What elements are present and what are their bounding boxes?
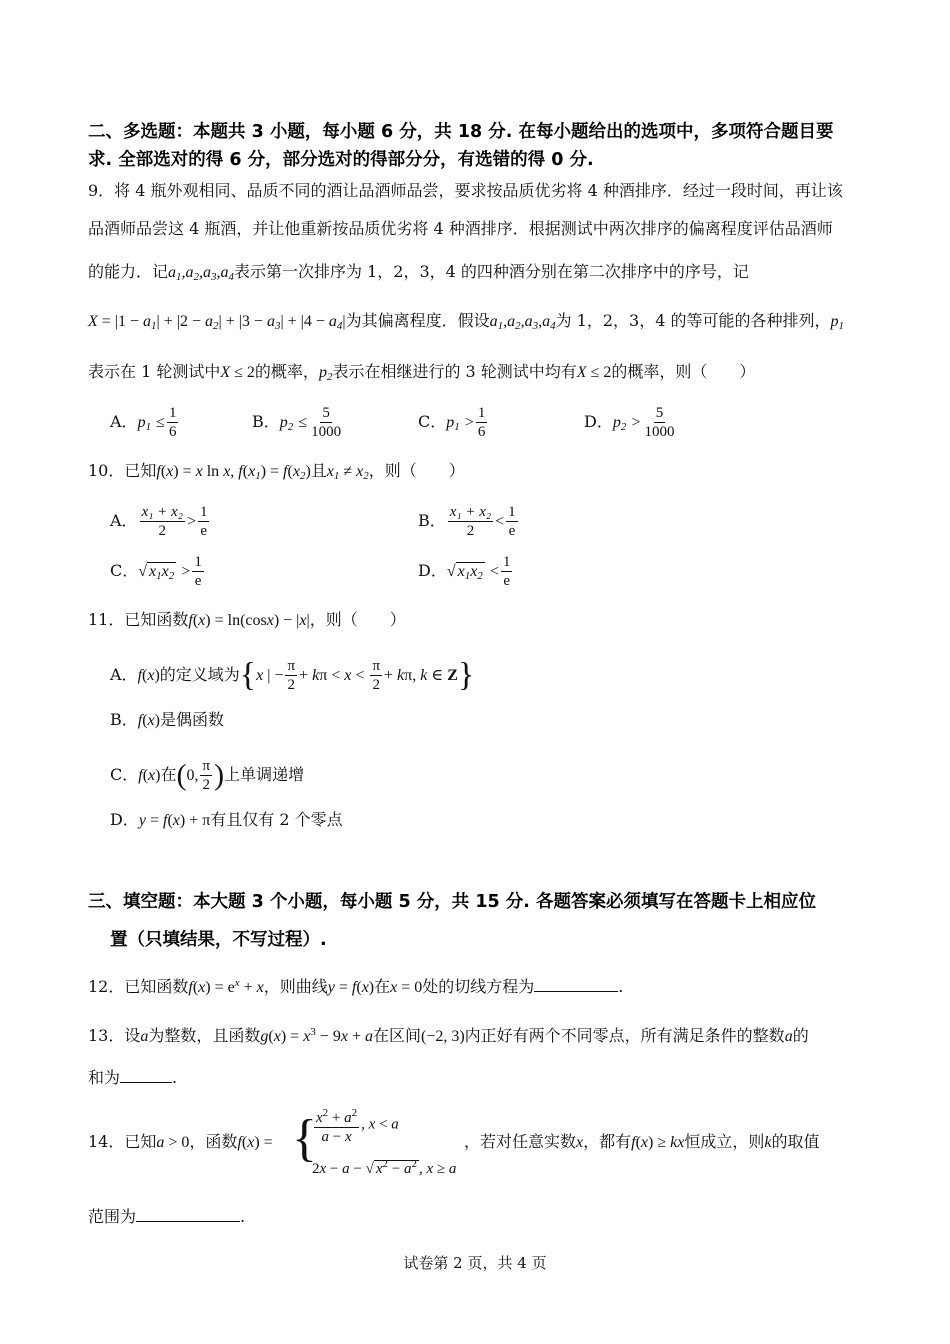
q9-option-b: B．$p_2$ ≤ $\frac{5}{1000}$ xyxy=(252,405,342,440)
q10-option-d-label: D． xyxy=(418,561,447,580)
q9-option-a: A．$p_1$ ≤ $\frac{1}{6}$ xyxy=(110,405,177,440)
fraction: $\frac{\pi}{2}$ xyxy=(287,658,296,693)
fraction: $\frac{1}{6}$ xyxy=(477,405,486,440)
q9-p1-symbol: $p_1$ xyxy=(830,313,845,332)
page-footer: 试卷第 2 页，共 4 页 xyxy=(403,1254,547,1272)
fraction: $\frac{1}{e}$ xyxy=(199,504,208,539)
q9-x-definition: $X = |1 - a_1| + |2 - a_2| + |3 - a_3| + |4 - a_4|$ xyxy=(88,313,346,332)
q9-condition: X ≤ 2 xyxy=(220,364,255,381)
q10-option-a: A． $\frac{\text{x₁ + x₂}}{2}$ > $\frac{1}{e}$ xyxy=(110,504,208,539)
q10-option-a-label: A． xyxy=(110,511,138,530)
q11-option-c: C．f(x)在(0, $\frac{\pi}{2}$ )上单调递增 xyxy=(110,758,305,793)
q9-option-d: D．$p_2$ > $\frac{5}{1000}$ xyxy=(584,405,675,440)
q12-stem: 12．已知函数$f(x) = e^x + x$，则曲线y = f(x)在x = 0处的切线方程为 . xyxy=(88,977,624,996)
q9-option-c: C．$p_1$ > $\frac{1}{6}$ xyxy=(418,405,486,440)
q10-option-c-label: C． xyxy=(110,561,139,580)
q9-condition-2: X ≤ 2 xyxy=(576,364,612,381)
q11-option-c-label: C． xyxy=(110,765,139,784)
q10-stem-text-c: ，则（ ） xyxy=(368,461,465,480)
q9-line5-text-b: 的概率， xyxy=(254,362,319,381)
fraction: $\frac{1}{e}$ xyxy=(502,554,511,589)
q11-option-d-label: D． xyxy=(110,810,139,829)
q9-line5-text-a: 表示在 1 轮测试中 xyxy=(88,362,221,381)
q9-line4-text-b: 为其偏离程度．假设 xyxy=(345,311,490,330)
section2-heading-line2: 求. 全部选对的得 6 分，部分选对的得部分分，有选错的得 0 分. xyxy=(88,150,594,170)
q11-function: f(x) = ln(cosx) − |x| xyxy=(188,612,310,629)
q9-line1: 9．将 4 瓶外观相同、品质不同的酒让品酒师品尝，要求按品质优劣将 4 种酒排序．经过一段时间，再让该 xyxy=(88,181,843,200)
q9-line5 xyxy=(88,361,868,388)
q10-option-d: D．√ $x_1x_2$ < $\frac{1}{e}$ xyxy=(418,554,511,589)
q14-line2: 范围为 . xyxy=(88,1207,246,1226)
answer-blank[interactable] xyxy=(534,975,618,992)
q10-stem xyxy=(88,460,868,487)
answer-blank[interactable] xyxy=(120,1066,172,1083)
q9-line5-text-c: 表示在相继进行的 3 轮测试中均有 xyxy=(332,362,577,381)
q9-option-b-label: B． xyxy=(252,412,280,431)
section3-heading-line2: 置（只填结果，不写过程）. xyxy=(110,930,327,950)
q9-a-vars-2: $a_1,a_2,a_3,a_4$ xyxy=(489,313,556,332)
q10-option-b: B． $\frac{\text{x₁ + x₂}}{2}$ < $\frac{1}{e}$ xyxy=(418,504,516,539)
q9-p2-symbol: $p_2$ xyxy=(318,364,333,383)
fraction: $\frac{\pi}{2}$ xyxy=(202,758,211,793)
fraction: $\frac{\text{x₁ + x₂}}{2}$ xyxy=(141,504,183,539)
q9-option-a-label: A． xyxy=(110,412,138,431)
q10-option-b-label: B． xyxy=(418,511,446,530)
fraction: $\frac{5}{1000}$ xyxy=(311,405,342,440)
q13-function: $g(x) = x^3 - 9x + a$ xyxy=(260,1026,373,1045)
q14-stem-right: ，若对任意实数x，都有f(x) ≥ kx恒成立，则k的取值 xyxy=(464,1132,820,1151)
answer-blank[interactable] xyxy=(136,1205,240,1222)
q9-a-vars: $a_1,a_2,a_3,a_4$ xyxy=(168,264,235,283)
fraction: $\frac{1}{6}$ xyxy=(168,405,177,440)
q13-stem: 13．设a为整数，且函数$g(x) = x^3 - 9x + a$在区间(−2, 3)内正好有两个不同零点，所有满足条件的整数a的 xyxy=(88,1026,809,1045)
q11-stem xyxy=(88,609,868,632)
q9-line5-text-d: 的概率，则（ ） xyxy=(611,362,756,381)
q9-line2: 品酒师品尝这 4 瓶酒，并让他重新按品质优劣将 4 种酒排序．根据测试中两次排序的偏离程度评估品酒师 xyxy=(88,219,833,238)
q11-option-b: B．f(x)是偶函数 xyxy=(110,710,224,729)
fraction: $\frac{\text{x₁ + x₂}}{2}$ xyxy=(449,504,492,539)
piecewise-brace: { xyxy=(292,1110,317,1167)
q13-line2: 和为 . xyxy=(88,1068,178,1087)
piecewise-case-2: 2x − a − √ $x^2 - a^2$ , x ≥ a xyxy=(312,1158,457,1177)
section3-heading-line1: 三、填空题：本大题 3 个小题，每小题 5 分，共 15 分. 各题答案必须填写在答题卡上相应位 xyxy=(88,892,816,912)
q14-stem: 14．已知a > 0，函数f(x) = xyxy=(88,1132,273,1151)
section2-heading-line1: 二、多选题：本题共 3 小题，每小题 6 分，共 18 分. 在每小题给出的选项中，多项符合题目要 xyxy=(88,122,834,142)
q10-stem-text-a: 10．已知 xyxy=(88,461,157,480)
q11-option-a-label: A． xyxy=(110,665,138,684)
q11-option-b-label: B． xyxy=(110,710,138,729)
q10-option-c: C．√ $x_1x_2$ > $\frac{1}{e}$ xyxy=(110,554,202,589)
q11-stem-text-b: ，则（ ） xyxy=(309,610,406,629)
q9-option-c-label: C． xyxy=(418,412,447,431)
q11-option-d: D．y = f(x) + π有且仅有 2 个零点 xyxy=(110,810,343,829)
q9-line4-text-c: 为 1，2，3，4 的等可能的各种排列， xyxy=(555,311,831,330)
q9-line3-text-a: 的能力．记 xyxy=(88,262,169,281)
fraction: $\frac{1}{e}$ xyxy=(508,504,516,539)
q9-line3 xyxy=(88,261,868,288)
q12-function: $f(x) = e^x + x$ xyxy=(188,977,264,996)
q11-option-a: A．f(x)的定义域为{x | − $\frac{\pi}{2}$ + kπ < x < $\frac{\pi}{2}$ + kπ, k ∈ Z} xyxy=(110,656,475,694)
fraction: $\frac{1}{e}$ xyxy=(194,554,202,589)
q11-stem-text-a: 11．已知函数 xyxy=(88,610,189,629)
q9-option-d-label: D． xyxy=(584,412,613,431)
fraction: $\frac{\pi}{2}$ xyxy=(372,658,381,693)
fraction: $\frac{5}{1000}$ xyxy=(644,405,675,440)
q10-stem-text-b: 且 xyxy=(310,461,327,480)
q10-function: f(x) = x ln x, $f(x_1) = f(x_2)$ xyxy=(156,463,311,482)
q9-line3-text-b: 表示第一次排序为 1，2，3，4 的四种酒分别在第二次排序中的序号，记 xyxy=(234,262,749,281)
q10-condition: $x_1 \ne x_2$ xyxy=(326,463,369,482)
q9-line4 xyxy=(88,310,868,337)
piecewise-case-1: $\frac{x^2 + a^2}{a - x}$ , x < a xyxy=(312,1104,399,1146)
